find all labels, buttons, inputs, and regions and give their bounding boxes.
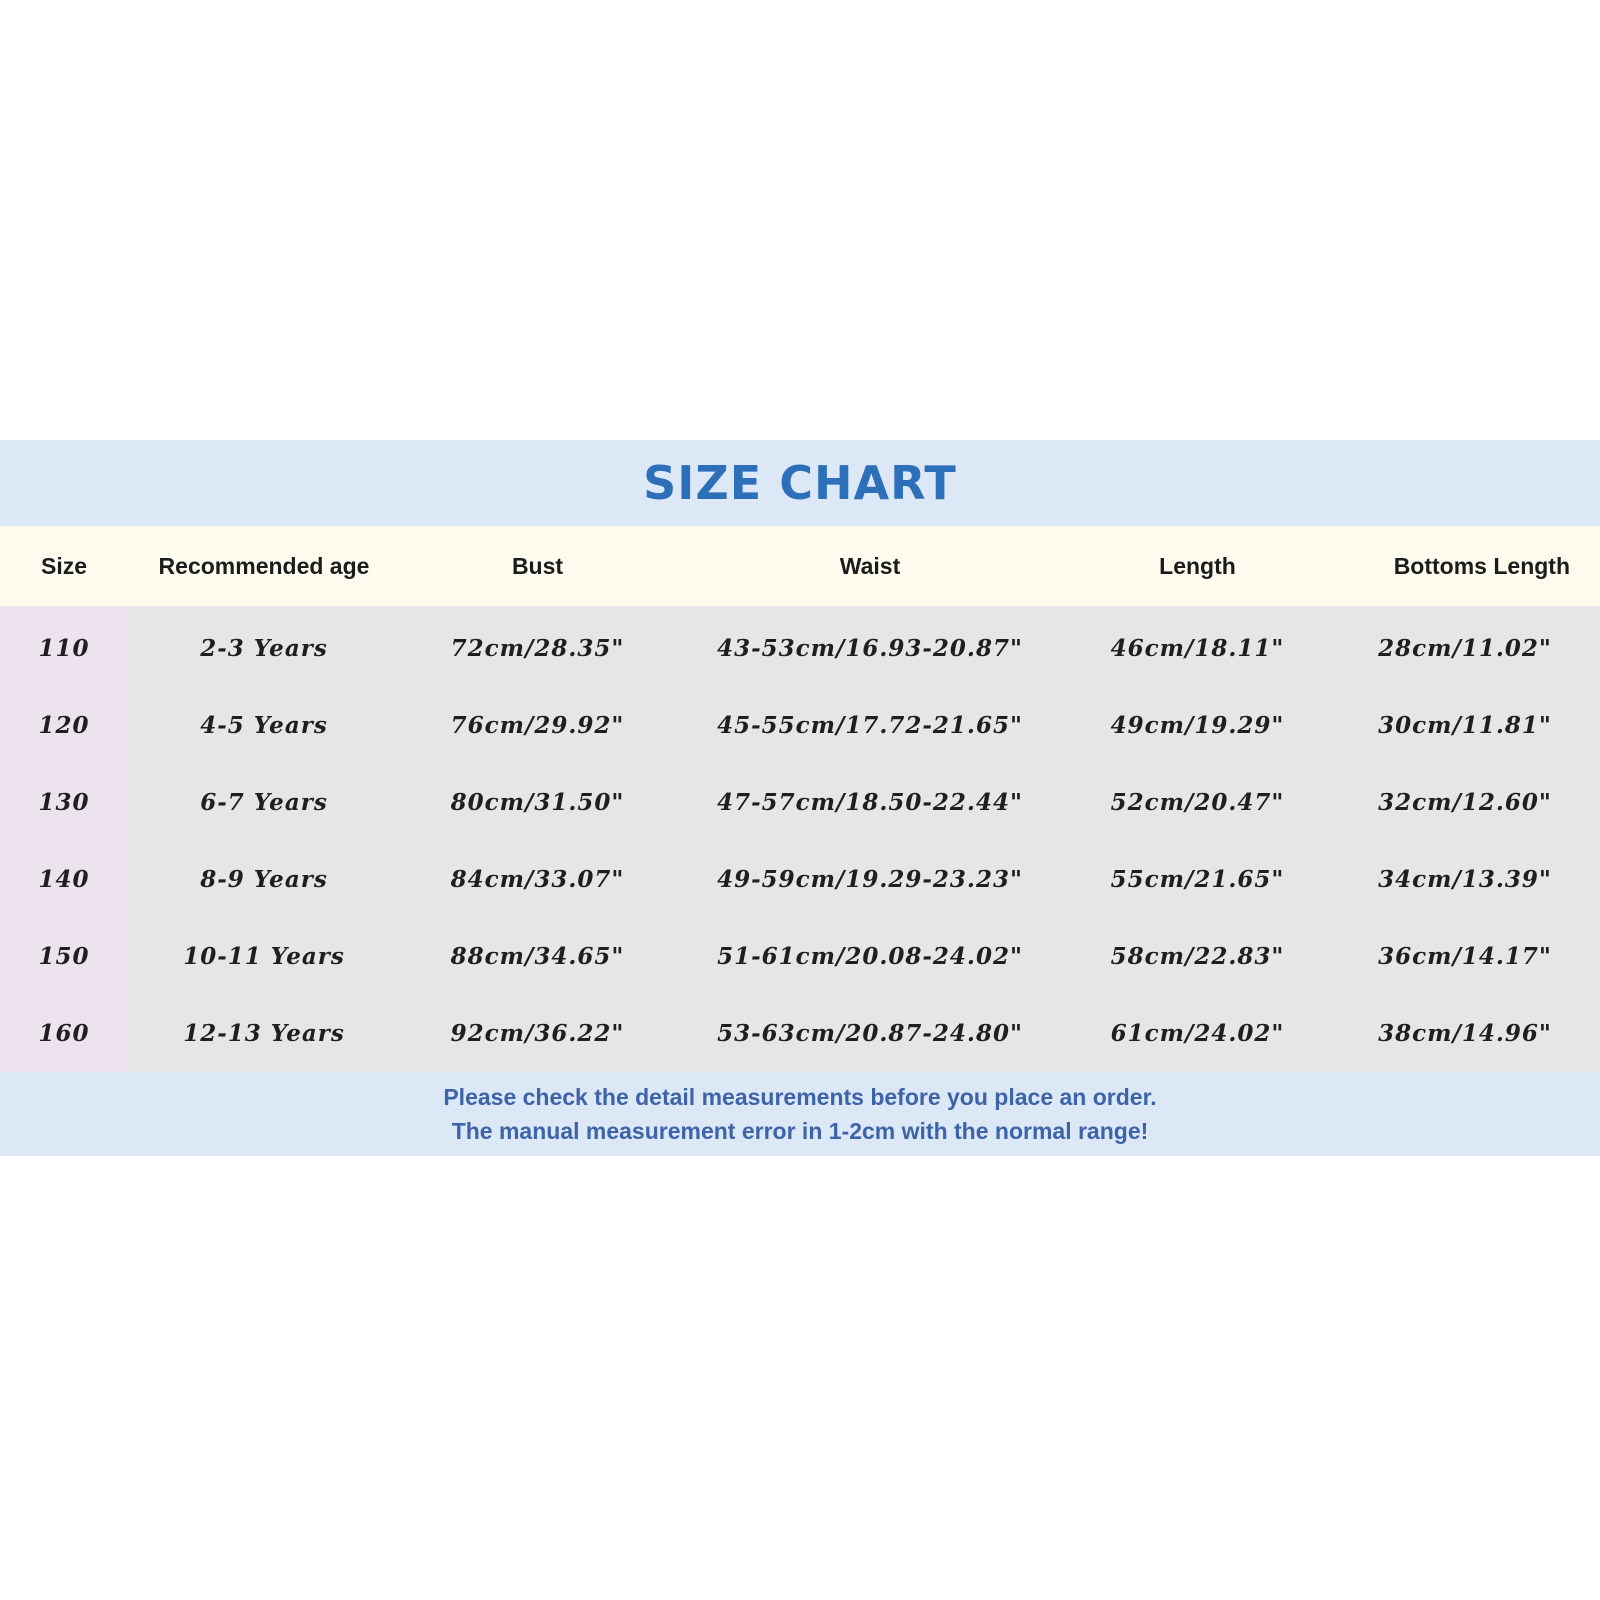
cell-age: 4-5 Years xyxy=(200,712,328,739)
chart-title: SIZE CHART xyxy=(643,456,957,510)
cell-length: 49cm/19.29" xyxy=(1110,712,1285,739)
header-waist: Waist xyxy=(839,552,901,579)
cell-bust: 92cm/36.22" xyxy=(450,1020,625,1047)
header-recommended-age: Recommended age xyxy=(158,552,370,579)
cell-age: 10-11 Years xyxy=(183,943,345,970)
table-row xyxy=(0,995,1600,1072)
cell-length: 46cm/18.11" xyxy=(1110,635,1285,662)
table-header xyxy=(0,526,1600,606)
table-row xyxy=(0,764,1600,841)
cell-size: 150 xyxy=(38,943,90,970)
table-row xyxy=(0,610,1600,687)
cell-length: 52cm/20.47" xyxy=(1110,789,1285,816)
cell-waist: 45-55cm/17.72-21.65" xyxy=(717,712,1023,739)
cell-size: 160 xyxy=(38,1020,90,1047)
header-length: Length xyxy=(1159,552,1236,579)
cell-age: 12-13 Years xyxy=(183,1020,345,1047)
cell-age: 6-7 Years xyxy=(200,789,328,816)
cell-length: 55cm/21.65" xyxy=(1110,866,1285,893)
cell-size: 130 xyxy=(38,789,90,816)
note-line-1: Please check the detail measurements before you place an order. xyxy=(443,1084,1157,1110)
cell-bottoms-length: 30cm/11.81" xyxy=(1378,712,1552,739)
size-chart xyxy=(0,440,1600,1156)
note-line-2: The manual measurement error in 1-2cm with the normal range! xyxy=(451,1118,1149,1144)
header-size: Size xyxy=(40,552,88,579)
cell-bust: 76cm/29.92" xyxy=(450,712,625,739)
cell-bust: 72cm/28.35" xyxy=(450,635,625,662)
cell-bottoms-length: 28cm/11.02" xyxy=(1378,635,1552,662)
cell-length: 58cm/22.83" xyxy=(1110,943,1285,970)
cell-waist: 51-61cm/20.08-24.02" xyxy=(717,943,1023,970)
cell-length: 61cm/24.02" xyxy=(1110,1020,1285,1047)
cell-bottoms-length: 36cm/14.17" xyxy=(1378,943,1552,970)
cell-waist: 47-57cm/18.50-22.44" xyxy=(717,789,1023,816)
footer-band xyxy=(0,1072,1600,1156)
cell-size: 140 xyxy=(38,866,90,893)
cell-size: 120 xyxy=(38,712,90,739)
cell-age: 8-9 Years xyxy=(200,866,328,893)
cell-bottoms-length: 32cm/12.60" xyxy=(1378,789,1552,816)
table-row xyxy=(0,687,1600,764)
cell-bust: 80cm/31.50" xyxy=(450,789,625,816)
title-band xyxy=(0,440,1600,526)
cell-bottoms-length: 38cm/14.96" xyxy=(1378,1020,1552,1047)
cell-size: 110 xyxy=(38,635,90,662)
table-row xyxy=(0,918,1600,995)
header-bust: Bust xyxy=(511,552,564,579)
table-row xyxy=(0,841,1600,918)
cell-waist: 49-59cm/19.29-23.23" xyxy=(717,866,1023,893)
cell-bust: 84cm/33.07" xyxy=(450,866,625,893)
table-body xyxy=(0,606,1600,1072)
cell-waist: 53-63cm/20.87-24.80" xyxy=(717,1020,1023,1047)
cell-waist: 43-53cm/16.93-20.87" xyxy=(717,635,1023,662)
header-bottoms-length: Bottoms Length xyxy=(1393,552,1570,579)
cell-bust: 88cm/34.65" xyxy=(450,943,625,970)
cell-age: 2-3 Years xyxy=(200,635,328,662)
cell-bottoms-length: 34cm/13.39" xyxy=(1378,866,1552,893)
